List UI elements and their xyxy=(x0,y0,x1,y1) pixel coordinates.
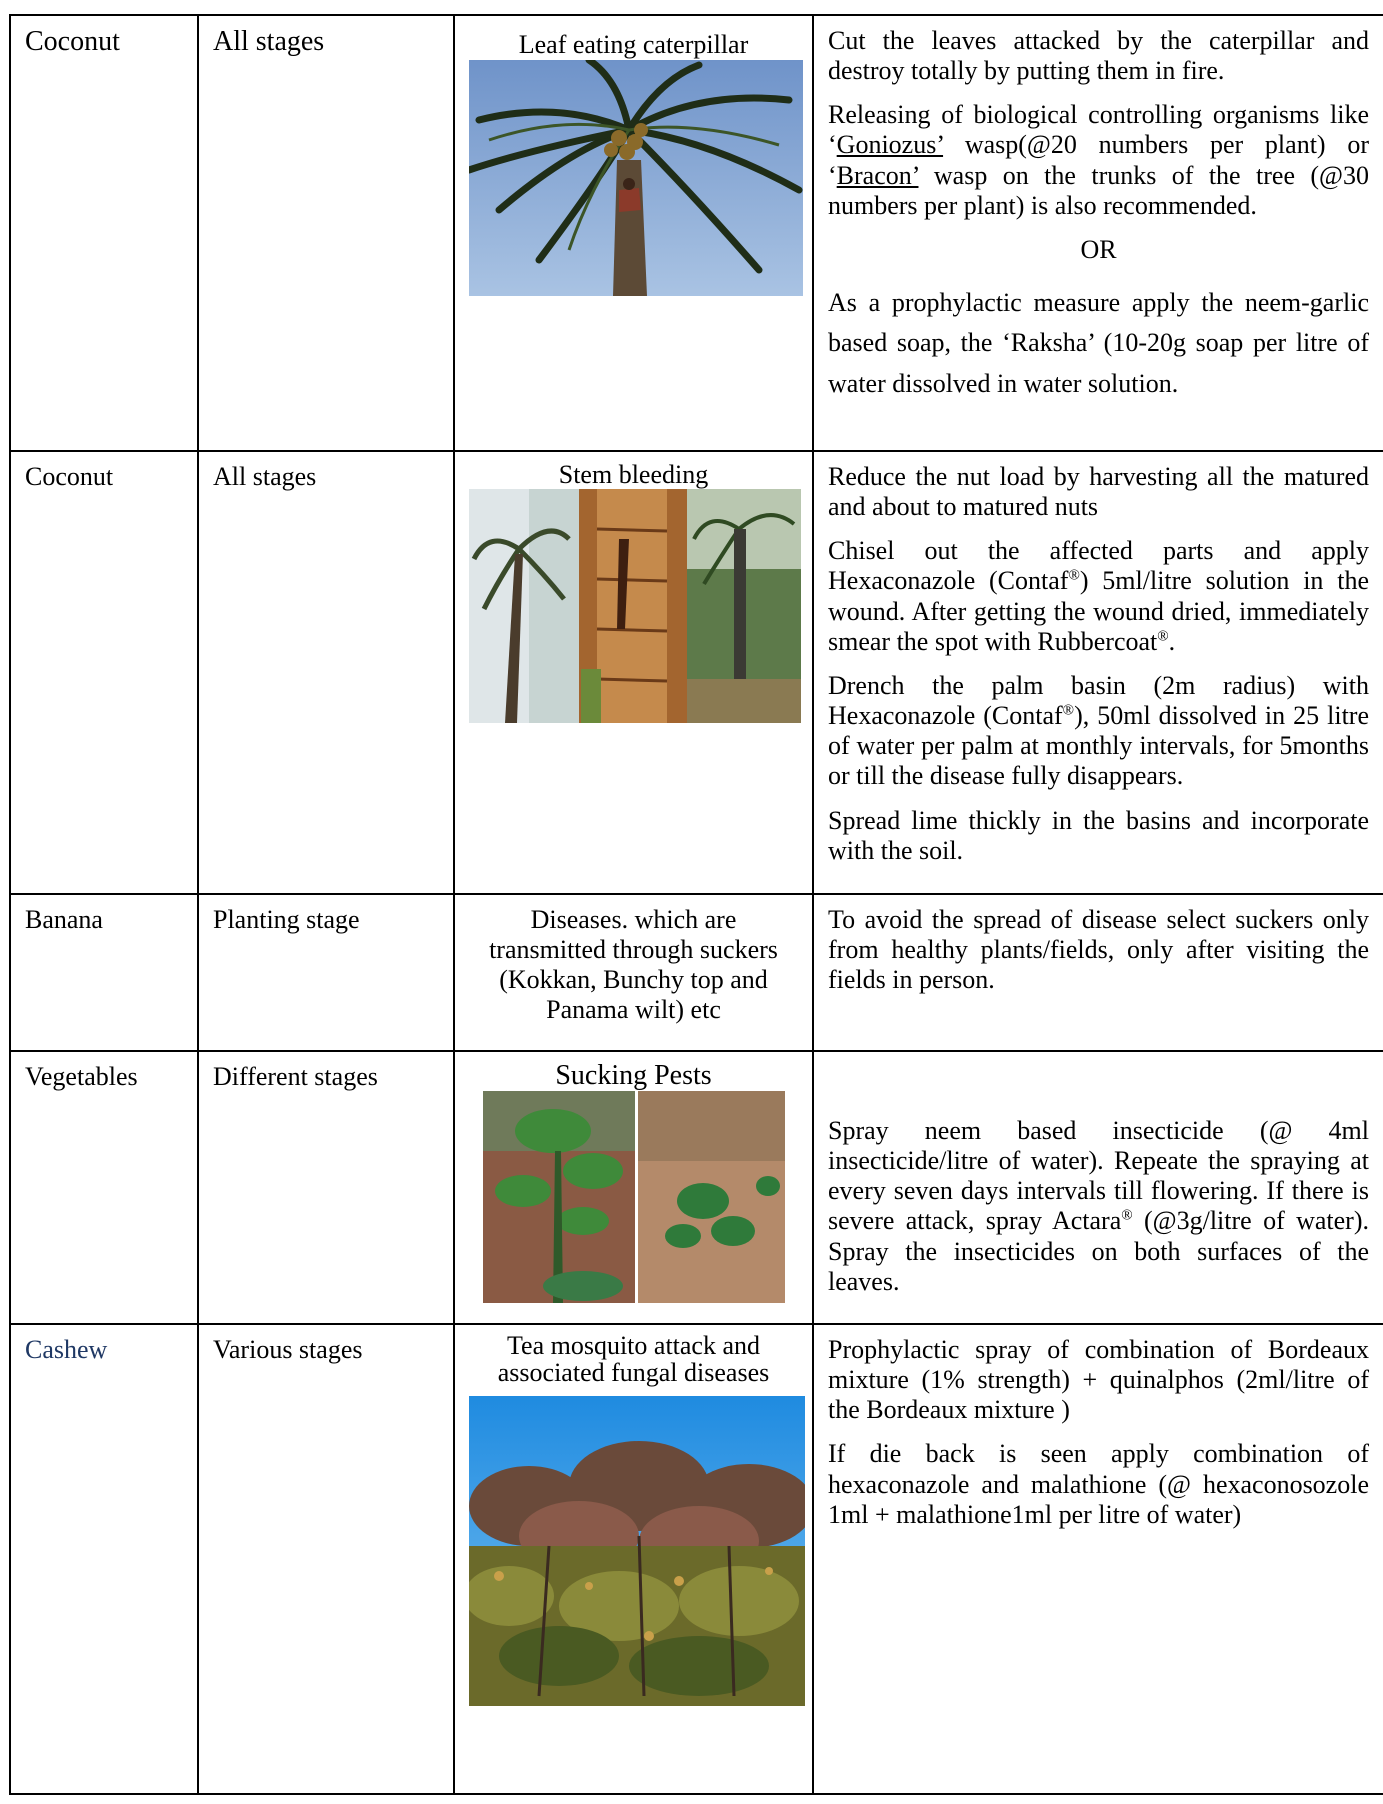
stage-text: Various stages xyxy=(213,1335,363,1364)
problem-text: Diseases. which are transmitted through suckers (Kokkan, Bunchy top and Panama wilt) etc xyxy=(489,905,778,1025)
problem-cell xyxy=(454,894,813,1051)
treatment-cell xyxy=(813,894,1383,1051)
crop-cell xyxy=(10,451,198,894)
treatment-paragraph: Spread lime thickly in the basins and incorporate with the soil. xyxy=(828,805,1369,865)
treatment-paragraph: If die back is seen apply combination of hexaconazole and malathione (@ hexaconosozole 1ml + malathione1ml per litre of water) xyxy=(828,1439,1369,1529)
stage-cell xyxy=(198,451,454,894)
treatment-paragraph: Releasing of biological controlling organisms like ‘Goniozus’ wasp(@20 numbers per plant) or ‘Bracon’ wasp on the trunks of the tree (@30 numbers per plant) is also recommended. xyxy=(828,100,1369,220)
or-separator: OR xyxy=(1080,234,1117,264)
crop-cell xyxy=(10,1051,198,1324)
stage-text: Different stages xyxy=(213,1062,378,1091)
registered-mark: ® xyxy=(1062,702,1075,719)
stem-bleeding-palm-trunks-photo xyxy=(469,489,801,723)
pest-management-table xyxy=(9,14,1383,1795)
treatment-cell xyxy=(813,451,1383,894)
problem-text: Sucking Pests xyxy=(555,1060,712,1091)
stage-text: All stages xyxy=(213,462,317,491)
registered-mark: ® xyxy=(1068,567,1080,584)
goniozus-term: Goniozus’ xyxy=(836,130,944,160)
crop-cell xyxy=(10,894,198,1051)
treatment-paragraph: Chisel out the affected parts and apply Hexaconazole (Contaf®) 5ml/litre solution in the wound. After getting the wound dried, immediately smear the spot with Rubbercoat®. xyxy=(828,536,1369,656)
problem-cell xyxy=(454,15,813,451)
table-row xyxy=(10,15,1383,451)
registered-mark: ® xyxy=(1157,628,1169,645)
crop-cell xyxy=(10,15,198,451)
treatment-paragraph: To avoid the spread of disease select suckers only from healthy plants/fields, only after visiting the fields in person. xyxy=(828,905,1369,995)
treatment-paragraph: Spray neem based insecticide (@ 4ml insecticide/litre of water). Repeate the spraying at every seven days intervals till flowering. If there is severe attack, spray Actara® (@3g/litre of water). Spray the insecticides on both surfaces of the leaves. xyxy=(828,1116,1369,1296)
table-row xyxy=(10,894,1383,1051)
stage-cell xyxy=(198,15,454,451)
stage-cell xyxy=(198,894,454,1051)
treatment-cell xyxy=(813,1051,1383,1324)
treatment-paragraph: Reduce the nut load by harvesting all the matured and about to matured nuts xyxy=(828,462,1369,522)
vegetable-seedlings-photo xyxy=(483,1091,785,1303)
table-row xyxy=(10,1324,1383,1794)
treatment-paragraph: Prophylactic spray of combination of Bordeaux mixture (1% strength) + quinalphos (2ml/litre of the Bordeaux mixture ) xyxy=(828,1335,1369,1425)
crop-name: Coconut xyxy=(25,26,120,57)
cashew-trees-photo xyxy=(469,1396,805,1706)
treatment-cell xyxy=(813,15,1383,451)
crop-cell xyxy=(10,1324,198,1794)
problem-text: Leaf eating caterpillar xyxy=(518,30,749,59)
treatment-paragraph: Drench the palm basin (2m radius) with Hexaconazole (Contaf®), 50ml dissolved in 25 litre of water per palm at monthly intervals, for 5months or till the disease fully disappears. xyxy=(828,670,1369,791)
crop-name: Vegetables xyxy=(25,1062,138,1091)
table-row xyxy=(10,451,1383,894)
problem-cell xyxy=(454,1324,813,1794)
crop-name: Banana xyxy=(25,905,103,934)
bracon-term: Bracon’ xyxy=(836,160,919,190)
crop-name: Coconut xyxy=(25,462,114,491)
stage-cell xyxy=(198,1324,454,1794)
problem-cell xyxy=(454,1051,813,1324)
table-row xyxy=(10,1051,1383,1324)
stage-text: Planting stage xyxy=(213,905,360,934)
stage-text: All stages xyxy=(213,26,325,57)
crop-name: Cashew xyxy=(25,1335,108,1364)
problem-text: Tea mosquito attack and associated fungal diseases xyxy=(497,1331,770,1387)
problem-cell xyxy=(454,451,813,894)
treatment-paragraph: As a prophylactic measure apply the neem-garlic based soap, the ‘Raksha’ (10-20g soap per litre of water dissolved in water solution. xyxy=(828,288,1369,398)
treatment-cell xyxy=(813,1324,1383,1794)
coconut-palm-with-climber-photo xyxy=(469,60,803,296)
treatment-paragraph: Cut the leaves attacked by the caterpillar and destroy totally by putting them in fire. xyxy=(828,26,1369,86)
registered-mark: ® xyxy=(1121,1207,1133,1224)
stage-cell xyxy=(198,1051,454,1324)
problem-text: Stem bleeding xyxy=(558,460,709,489)
